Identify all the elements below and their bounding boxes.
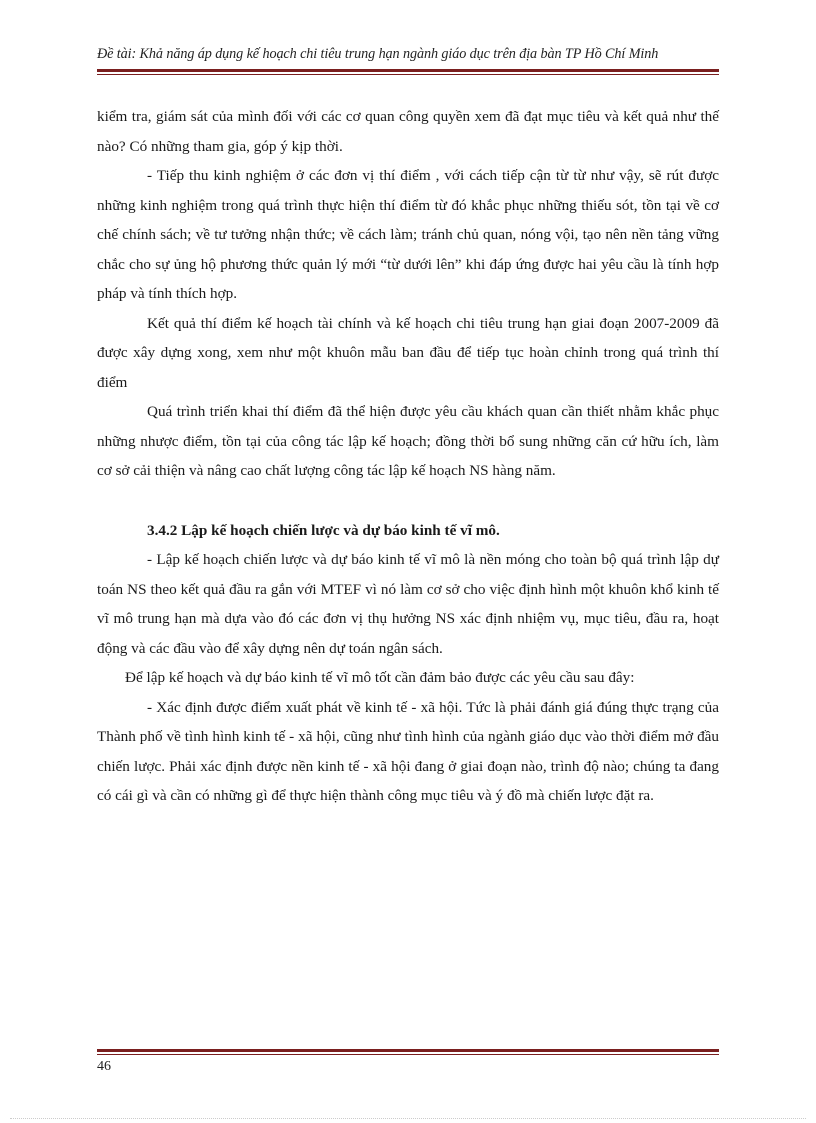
footer-rule-thick — [97, 1049, 719, 1052]
footer-rule-thin — [97, 1054, 719, 1055]
paragraph-3: Kết quả thí điểm kế hoạch tài chính và kế hoạch chi tiêu trung hạn giai đoạn 2007-2009 đã được xây dựng xong, xem như một khuôn mẫu ban đầu để tiếp tục hoàn chỉnh trong quá trình thí điểm — [97, 314, 719, 391]
paragraph-5: - Lập kế hoạch chiến lược và dự báo kinh tế vĩ mô là nền móng cho toàn bộ quá trình lập dự toán NS theo kết quả đầu ra gắn với MTEF vì nó làm cơ sở cho việc định hình một khuôn khổ kinh tế vĩ mô trung hạn mà dựa vào đó các đơn vị thụ hưởng NS xác định nhiệm vụ, mục tiêu, đầu ra, hoạt động và các đầu vào để xây dựng nên dự toán ngân sách. — [97, 551, 719, 657]
paragraph-7: - Xác định được điểm xuất phát về kinh tế - xã hội. Tức là phải đánh giá đúng thực trạng của Thành phố về tình hình kinh tế - xã hội, cũng như tình hình của ngành giáo dục vào thời điểm mở đầu chiến lược. Phải xác định được nền kinh tế - xã hội đang ở giai đoạn nào, trình độ nào; chúng ta đang có cái gì và cần có những gì để thực hiện thành công mục tiêu và ý đồ mà chiến lược đặt ra. — [97, 698, 719, 804]
paragraph-1: kiểm tra, giám sát của mình đối với các cơ quan công quyền xem đã đạt mục tiêu và kết quả như thế nào? Có những tham gia, góp ý kịp thời. — [97, 108, 719, 155]
paragraph-4: Quá trình triển khai thí điểm đã thể hiện được yêu cầu khách quan cần thiết nhằm khắc phục những nhược điểm, tồn tại của công tác lập kế hoạch; đồng thời bổ sung những căn cứ hữu ích, làm cơ sở cải thiện và nâng cao chất lượng công tác lập kế hoạch NS hàng năm. — [97, 403, 719, 479]
header-rule-thin — [97, 74, 719, 75]
section-gap — [97, 486, 719, 516]
page-number: 46 — [97, 1059, 111, 1074]
running-header: Đề tài: Khả năng áp dụng kế hoạch chi tiêu trung hạn ngành giáo dục trên địa bàn TP Hồ Chí Minh — [97, 46, 659, 62]
page-bottom-border — [10, 1118, 806, 1119]
body-text — [97, 102, 719, 811]
paragraph-6: Để lập kế hoạch và dự báo kinh tế vĩ mô tốt cần đảm bảo được các yêu cầu sau đây: — [125, 669, 635, 686]
paragraph-2: - Tiếp thu kinh nghiệm ở các đơn vị thí điểm , với cách tiếp cận từ từ như vậy, sẽ rút được những kinh nghiệm trong quá trình thực hiện thí điểm từ đó khắc phục những thiếu sót, tồn tại về cơ chế chính sách; về tư tưởng nhận thức; về cách làm; tránh chủ quan, nóng vội, tạo nên nền tảng vững chắc cho sự ủng hộ phương thức quản lý mới “từ dưới lên” khi đáp ứng được hai yêu cầu là tính hợp pháp và tính thích hợp. — [97, 167, 719, 302]
section-heading: 3.4.2 Lập kế hoạch chiến lược và dự báo kinh tế vĩ mô. — [147, 521, 500, 539]
header-rule-thick — [97, 69, 719, 72]
